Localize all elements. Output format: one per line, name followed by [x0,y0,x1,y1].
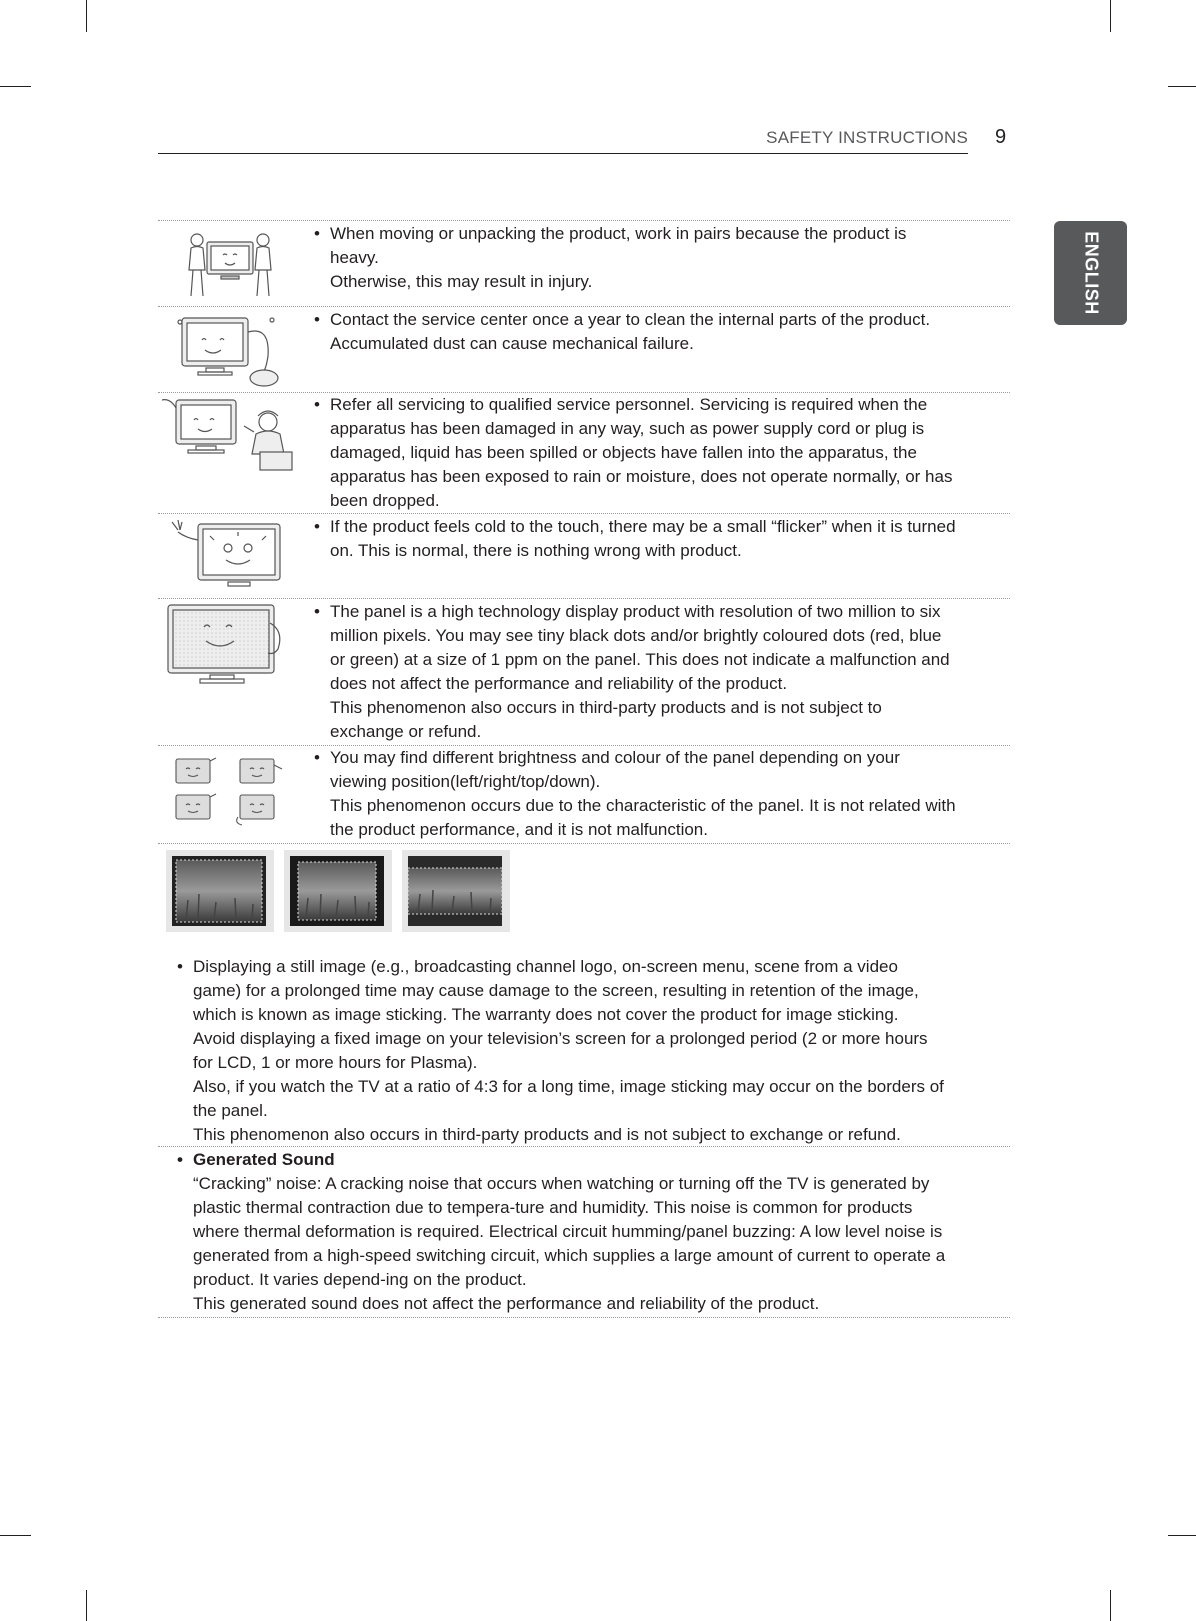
text-line: This generated sound does not affect the performance and reliability of the product. [193,1294,820,1313]
text-line: the panel. [193,1101,268,1120]
tv-with-service-technician-icon [160,396,298,480]
text-line: on. This is normal, there is nothing wrong with product. [330,541,742,560]
row-divider [158,220,1010,221]
image-sticking-text [177,955,944,1147]
bullet: • [314,224,320,243]
section-title: SAFETY INSTRUCTIONS [766,128,968,147]
text-line: viewing position(left/right/top/down). [330,772,601,791]
row-divider [158,306,1010,307]
text-line: million pixels. You may see tiny black dots and/or brightly coloured dots (red, blue [330,626,942,645]
text-line: exchange or refund. [330,722,482,741]
text-line: which is known as image sticking. The warranty does not cover the product for image sticking. [193,1005,899,1024]
image-sticking-photo-3 [402,850,510,932]
tv-viewing-angles-icon [172,755,290,827]
image-sticking-photo-2 [284,850,392,932]
instruction-text [314,746,956,842]
crop-mark [1168,1535,1196,1536]
bullet: • [314,310,320,329]
text-line: The panel is a high technology display product with resolution of two million to six [330,602,941,621]
text-line: Displaying a still image (e.g., broadcasting channel logo, on-screen menu, scene from a video [193,957,898,976]
text-line: plastic thermal contraction due to tempera-ture and humidity. This noise is common for products [193,1198,913,1217]
text-line: apparatus has been exposed to rain or moisture, does not operate normally, or has [330,467,953,486]
page-number: 9 [995,126,1007,148]
language-tab [1054,221,1127,325]
instruction-text [314,600,950,744]
text-line: generated from a high-speed switching circuit, which supplies a large amount of current to operate a [193,1246,946,1265]
text-line: for LCD, 1 or more hours for Plasma). [193,1053,478,1072]
row-divider [158,1146,1010,1147]
tv-carried-by-two-people-icon [185,228,275,300]
language-tab-label: ENGLISH [1081,231,1102,315]
text-line: heavy. [330,248,379,267]
crop-mark [1110,1590,1111,1621]
crop-mark [1168,86,1196,87]
text-line: the product performance, and it is not malfunction. [330,820,708,839]
text-line: Also, if you watch the TV at a ratio of 4:3 for a long time, image sticking may occur on the borders of [193,1077,944,1096]
bullet: • [314,517,320,536]
instruction-text [314,393,953,513]
generated-sound-text [177,1148,946,1316]
text-line: Avoid displaying a fixed image on your television’s screen for a prolonged period (2 or more hours [193,1029,928,1048]
crop-mark [86,0,87,32]
running-header [158,126,968,154]
text-line: where thermal deformation is required. Electrical circuit humming/panel buzzing: A low level noise is [193,1222,943,1241]
crop-mark [1110,0,1111,32]
crop-mark [0,86,31,87]
text-line: This phenomenon occurs due to the characteristic of the panel. It is not related with [330,796,956,815]
text-line: Accumulated dust can cause mechanical failure. [330,334,694,353]
row-divider [158,843,1010,844]
text-line: product. It varies depend-ing on the product. [193,1270,527,1289]
text-line: This phenomenon also occurs in third-party products and is not subject to exchange or refund. [193,1125,901,1144]
bullet: • [177,1150,183,1169]
instruction-text [314,515,956,563]
row-divider [158,598,1010,599]
row-divider [158,1317,1010,1318]
bullet: • [177,957,183,976]
row-divider [158,513,1010,514]
cold-tv-flicker-icon [168,518,288,592]
crop-mark [0,1535,31,1536]
generated-sound-heading: Generated Sound [193,1150,335,1169]
text-line: apparatus has been damaged in any way, such as power supply cord or plug is [330,419,925,438]
image-sticking-photo-1 [166,850,274,932]
text-line: This phenomenon also occurs in third-party products and is not subject to [330,698,882,717]
text-line: does not affect the performance and reliability of the product. [330,674,788,693]
crop-mark [86,1590,87,1621]
tv-pixel-dots-icon [166,603,286,687]
text-line: damaged, liquid has been spilled or objects have fallen into the apparatus, the [330,443,917,462]
text-line: been dropped. [330,491,440,510]
text-line: Refer all servicing to qualified service personnel. Servicing is required when the [330,395,928,414]
bullet: • [314,602,320,621]
tv-with-vacuum-cleaner-icon [172,312,282,388]
bullet: • [314,748,320,767]
text-line: If the product feels cold to the touch, there may be a small “flicker” when it is turned [330,517,956,536]
text-line: Otherwise, this may result in injury. [330,272,593,291]
text-line: or green) at a size of 1 ppm on the panel. This does not indicate a malfunction and [330,650,950,669]
text-line: game) for a prolonged time may cause damage to the screen, resulting in retention of the image, [193,981,919,1000]
text-line: You may find different brightness and colour of the panel depending on your [330,748,900,767]
instruction-text [314,308,931,356]
bullet: • [314,395,320,414]
instruction-text [314,222,907,294]
text-line: “Cracking” noise: A cracking noise that occurs when watching or turning off the TV is generated by [193,1174,930,1193]
text-line: When moving or unpacking the product, work in pairs because the product is [330,224,907,243]
text-line: Contact the service center once a year to clean the internal parts of the product. [330,310,931,329]
